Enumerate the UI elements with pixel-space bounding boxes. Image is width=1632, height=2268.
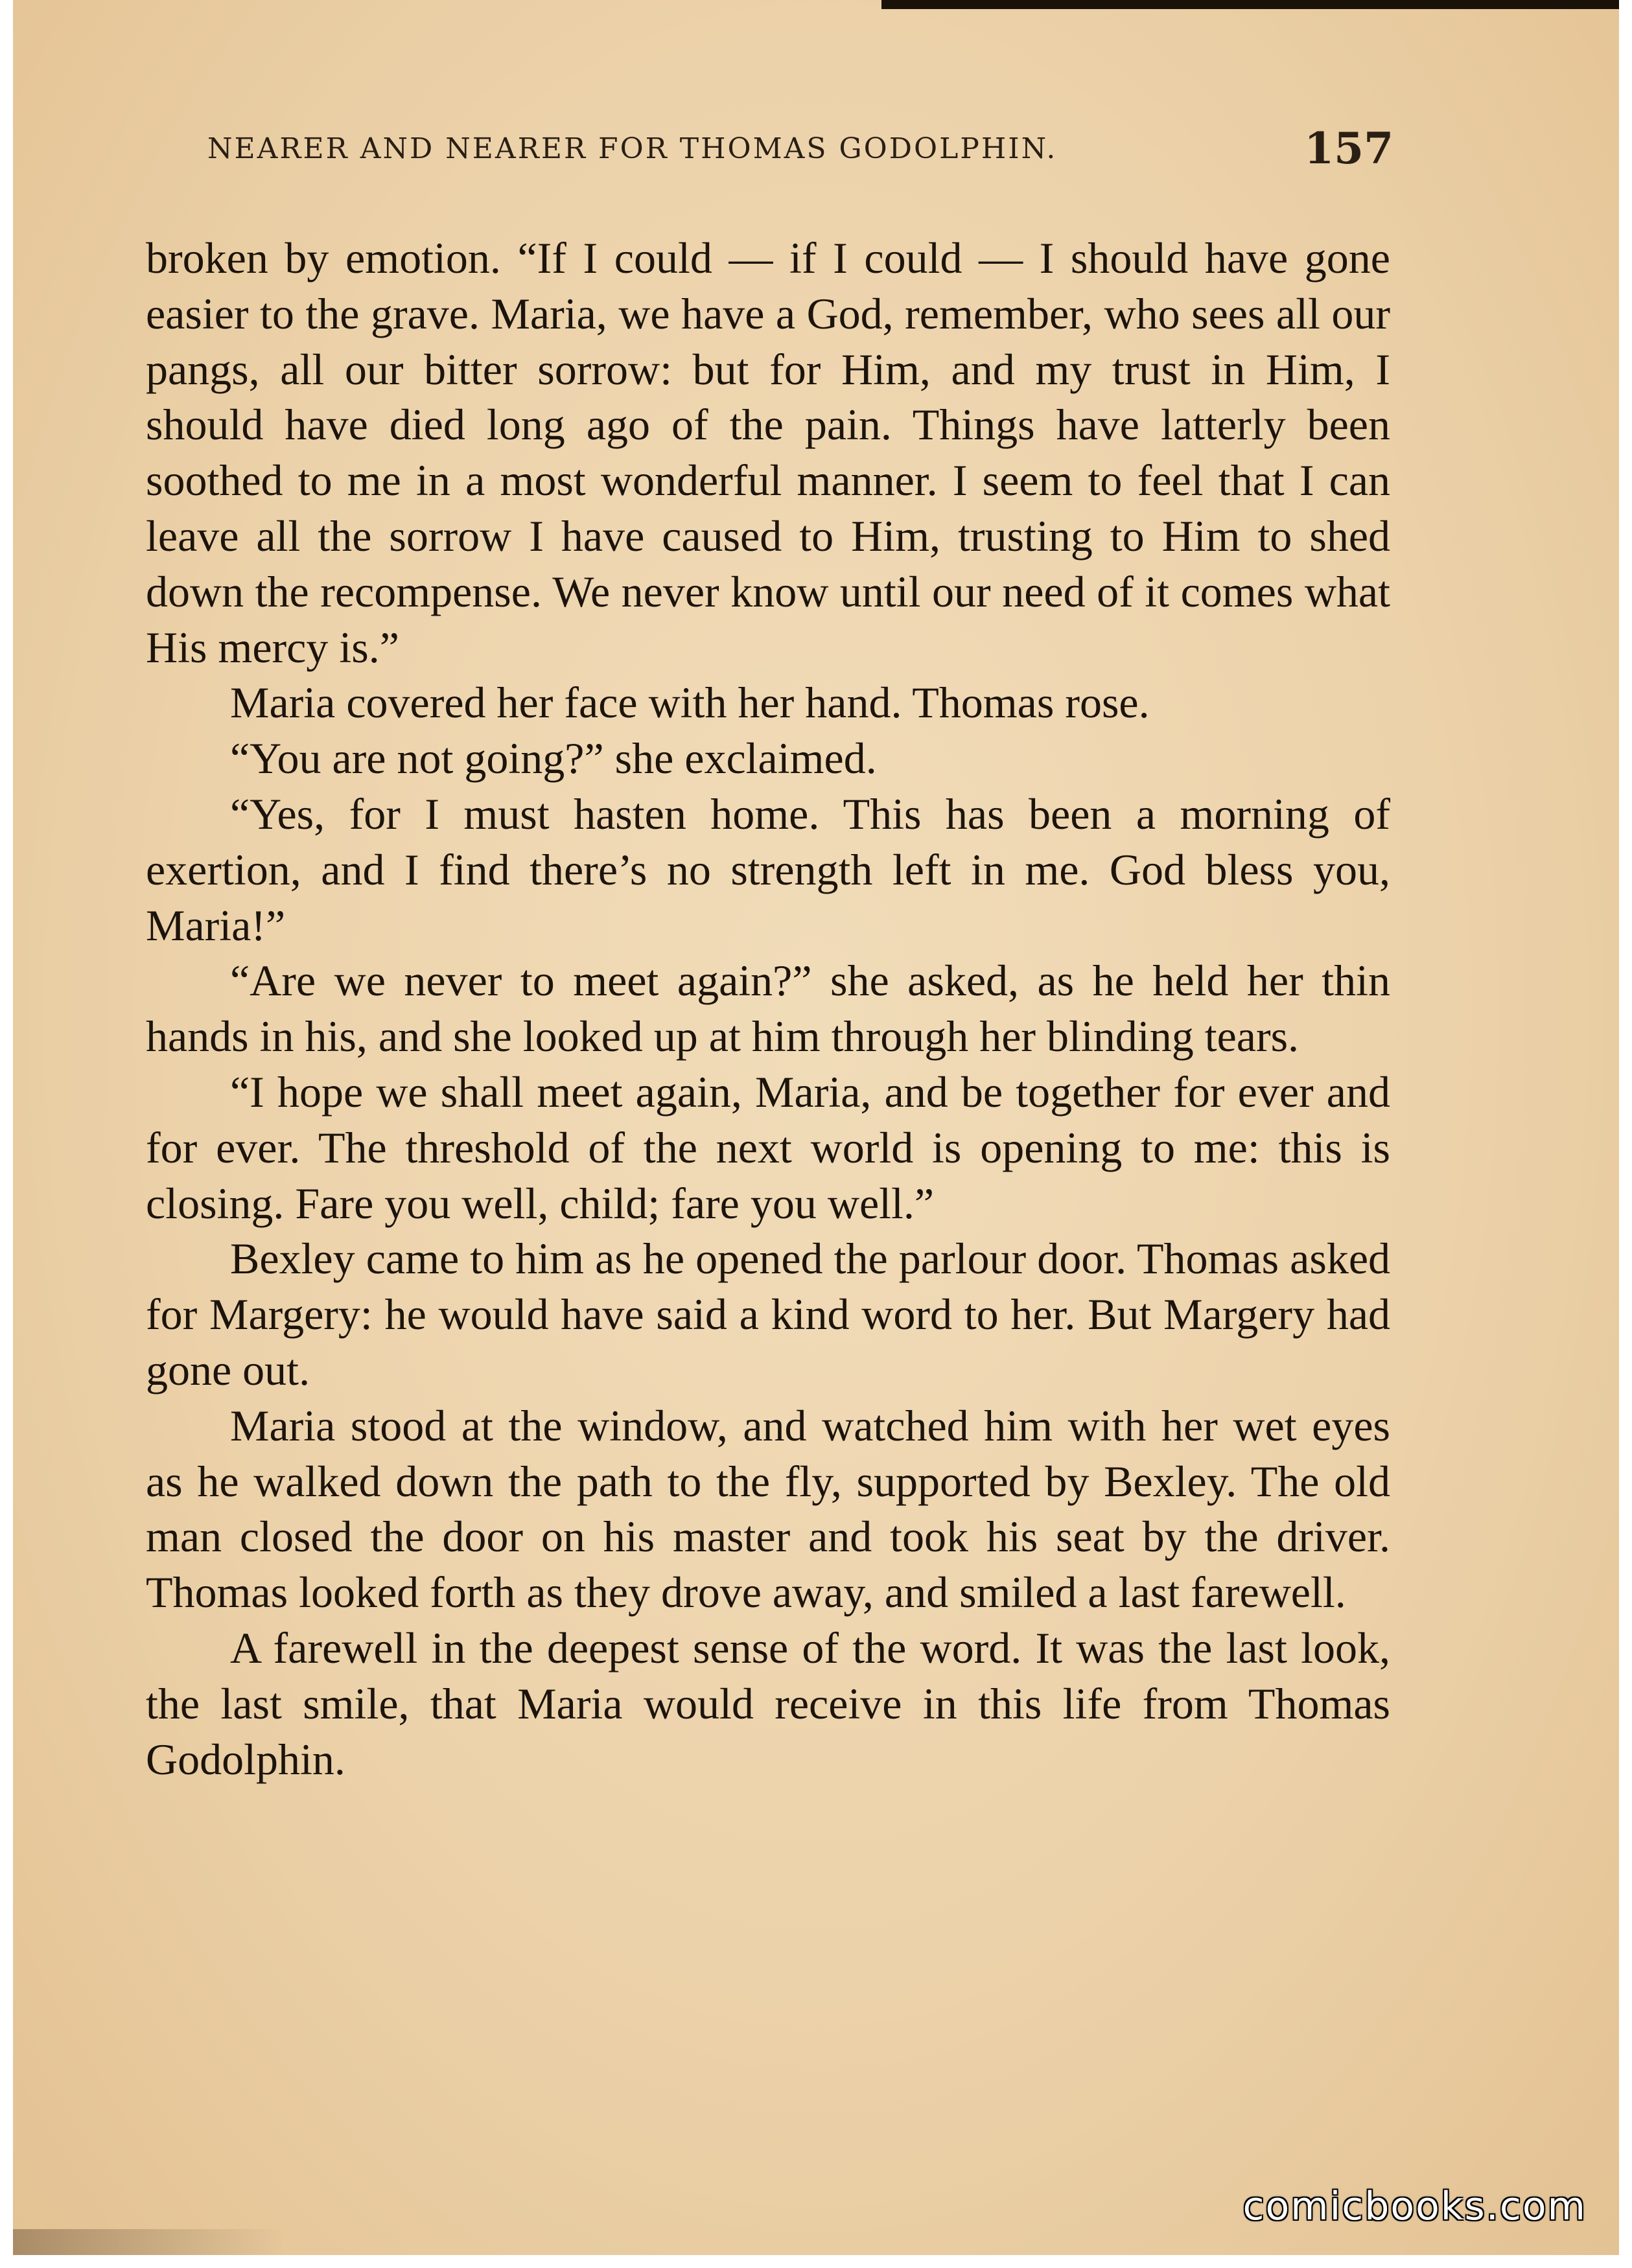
paragraph: Maria covered her face with her hand. Thomas rose. — [230, 678, 1150, 728]
paragraph: “Are we never to meet again?” she asked, as he held her thin hands in his, and she looked up at him through her blinding tears. — [146, 956, 1390, 1061]
page-edge-shadow — [13, 2229, 285, 2255]
paragraph: A farewell in the deepest sense of the word. It was the last look, the last smile, that Maria would receive in this life from Thomas Godolphin. — [146, 1623, 1390, 1784]
paragraph: “I hope we shall meet again, Maria, and be together for ever and for ever. The threshold of the next world is opening to me: this is closing. Fare you well, child; fare you well.” — [146, 1067, 1390, 1228]
book-page — [13, 0, 1619, 2255]
running-head-title: NEARER AND NEARER FOR THOMAS GODOLPHIN. — [207, 132, 1058, 165]
paragraph: “Yes, for I must hasten home. This has been a morning of exertion, and I find there’s no strength left in me. God bless you, Maria!” — [146, 789, 1390, 950]
paragraph: Bexley came to him as he opened the parlour door. Thomas asked for Margery: he would have said a kind word to her. But Margery had gone out. — [146, 1234, 1390, 1394]
paragraph: broken by emotion. “If I could — if I could — I should have gone easier to the grave. Maria, we have a God, remember, who sees all our pangs, all our bitter sorrow: but for Him, and my trust in Him, I should have died long ago of the pain. Things have latterly been soothed to me in a most wonderful manner. I seem to feel that I can leave all the sorrow I have caused to Him, trusting to Him to shed down the recompense. We never know until our need of it comes what His mercy is.” — [146, 233, 1390, 672]
top-edge-rule — [881, 0, 1619, 9]
paragraph: Maria stood at the window, and watched him with her wet eyes as he walked down the path to the fly, supported by Bexley. The old man closed the door on his master and took his seat by the driver. Thomas looked forth as they drove away, and smiled a last farewell. — [146, 1400, 1390, 1617]
body-text — [146, 231, 1390, 1787]
watermark: comicbooks.com — [1242, 2184, 1587, 2229]
running-head — [207, 123, 1393, 175]
page-number: 157 — [1304, 123, 1393, 174]
paragraph: “You are not going?” she exclaimed. — [230, 734, 877, 783]
